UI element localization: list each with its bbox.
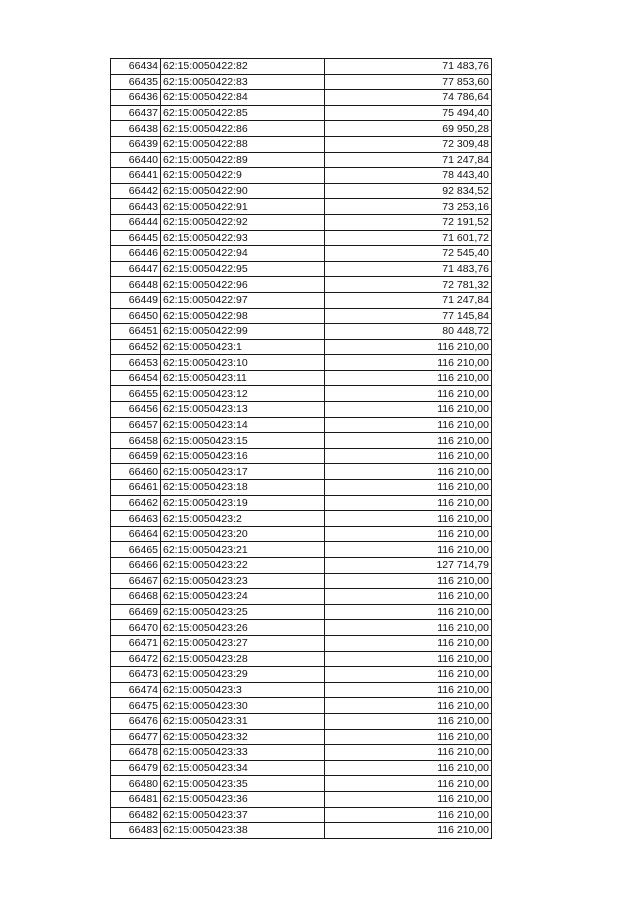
row-number-cell: 66444 bbox=[111, 214, 161, 230]
value-cell: 80 448,72 bbox=[325, 324, 492, 340]
table-row bbox=[111, 183, 492, 199]
table-row bbox=[111, 480, 492, 496]
row-number-cell: 66438 bbox=[111, 121, 161, 137]
row-number-cell: 66462 bbox=[111, 495, 161, 511]
table-row bbox=[111, 152, 492, 168]
value-cell: 78 443,40 bbox=[325, 168, 492, 184]
table-row bbox=[111, 355, 492, 371]
value-cell: 116 210,00 bbox=[325, 635, 492, 651]
cadastral-number-cell: 62:15:0050423:38 bbox=[161, 823, 325, 839]
table-row bbox=[111, 277, 492, 293]
row-number-cell: 66453 bbox=[111, 355, 161, 371]
table-row bbox=[111, 526, 492, 542]
row-number-cell: 66437 bbox=[111, 105, 161, 121]
cadastral-number-cell: 62:15:0050422:88 bbox=[161, 136, 325, 152]
row-number-cell: 66471 bbox=[111, 635, 161, 651]
row-number-cell: 66451 bbox=[111, 324, 161, 340]
value-cell: 127 714,79 bbox=[325, 558, 492, 574]
row-number-cell: 66472 bbox=[111, 651, 161, 667]
row-number-cell: 66464 bbox=[111, 526, 161, 542]
value-cell: 116 210,00 bbox=[325, 807, 492, 823]
table-row bbox=[111, 495, 492, 511]
row-number-cell: 66454 bbox=[111, 370, 161, 386]
table-row bbox=[111, 433, 492, 449]
value-cell: 72 781,32 bbox=[325, 277, 492, 293]
table-row bbox=[111, 776, 492, 792]
cadastral-number-cell: 62:15:0050423:26 bbox=[161, 620, 325, 636]
data-table bbox=[110, 58, 492, 839]
value-cell: 116 210,00 bbox=[325, 713, 492, 729]
value-cell: 72 545,40 bbox=[325, 246, 492, 262]
cadastral-number-cell: 62:15:0050422:85 bbox=[161, 105, 325, 121]
value-cell: 74 786,64 bbox=[325, 90, 492, 106]
value-cell: 116 210,00 bbox=[325, 448, 492, 464]
cadastral-number-cell: 62:15:0050423:2 bbox=[161, 511, 325, 527]
table-row bbox=[111, 417, 492, 433]
row-number-cell: 66478 bbox=[111, 745, 161, 761]
cadastral-number-cell: 62:15:0050422:90 bbox=[161, 183, 325, 199]
table-row bbox=[111, 402, 492, 418]
cadastral-number-cell: 62:15:0050423:34 bbox=[161, 760, 325, 776]
cadastral-number-cell: 62:15:0050423:15 bbox=[161, 433, 325, 449]
row-number-cell: 66466 bbox=[111, 558, 161, 574]
table-row bbox=[111, 230, 492, 246]
table-row bbox=[111, 682, 492, 698]
cadastral-number-cell: 62:15:0050422:97 bbox=[161, 292, 325, 308]
value-cell: 116 210,00 bbox=[325, 729, 492, 745]
value-cell: 116 210,00 bbox=[325, 745, 492, 761]
value-cell: 72 191,52 bbox=[325, 214, 492, 230]
cadastral-number-cell: 62:15:0050423:23 bbox=[161, 573, 325, 589]
row-number-cell: 66441 bbox=[111, 168, 161, 184]
row-number-cell: 66468 bbox=[111, 589, 161, 605]
cadastral-number-cell: 62:15:0050422:94 bbox=[161, 246, 325, 262]
row-number-cell: 66442 bbox=[111, 183, 161, 199]
table-row bbox=[111, 651, 492, 667]
cadastral-number-cell: 62:15:0050422:89 bbox=[161, 152, 325, 168]
table-row bbox=[111, 635, 492, 651]
row-number-cell: 66450 bbox=[111, 308, 161, 324]
cadastral-number-cell: 62:15:0050423:33 bbox=[161, 745, 325, 761]
table-row bbox=[111, 542, 492, 558]
cadastral-number-cell: 62:15:0050422:86 bbox=[161, 121, 325, 137]
row-number-cell: 66443 bbox=[111, 199, 161, 215]
row-number-cell: 66467 bbox=[111, 573, 161, 589]
cadastral-number-cell: 62:15:0050423:32 bbox=[161, 729, 325, 745]
value-cell: 116 210,00 bbox=[325, 604, 492, 620]
row-number-cell: 66483 bbox=[111, 823, 161, 839]
row-number-cell: 66440 bbox=[111, 152, 161, 168]
cadastral-number-cell: 62:15:0050423:20 bbox=[161, 526, 325, 542]
row-number-cell: 66446 bbox=[111, 246, 161, 262]
value-cell: 116 210,00 bbox=[325, 464, 492, 480]
value-cell: 73 253,16 bbox=[325, 199, 492, 215]
row-number-cell: 66457 bbox=[111, 417, 161, 433]
value-cell: 71 601,72 bbox=[325, 230, 492, 246]
table-row bbox=[111, 121, 492, 137]
cadastral-number-cell: 62:15:0050422:93 bbox=[161, 230, 325, 246]
row-number-cell: 66439 bbox=[111, 136, 161, 152]
row-number-cell: 66479 bbox=[111, 760, 161, 776]
value-cell: 72 309,48 bbox=[325, 136, 492, 152]
cadastral-number-cell: 62:15:0050422:91 bbox=[161, 199, 325, 215]
value-cell: 116 210,00 bbox=[325, 511, 492, 527]
value-cell: 69 950,28 bbox=[325, 121, 492, 137]
value-cell: 116 210,00 bbox=[325, 698, 492, 714]
table-row bbox=[111, 511, 492, 527]
cadastral-number-cell: 62:15:0050423:25 bbox=[161, 604, 325, 620]
row-number-cell: 66461 bbox=[111, 480, 161, 496]
value-cell: 116 210,00 bbox=[325, 526, 492, 542]
table-row bbox=[111, 308, 492, 324]
value-cell: 116 210,00 bbox=[325, 776, 492, 792]
row-number-cell: 66449 bbox=[111, 292, 161, 308]
table-row bbox=[111, 589, 492, 605]
table-row bbox=[111, 214, 492, 230]
cadastral-number-cell: 62:15:0050423:28 bbox=[161, 651, 325, 667]
value-cell: 116 210,00 bbox=[325, 791, 492, 807]
row-number-cell: 66459 bbox=[111, 448, 161, 464]
row-number-cell: 66460 bbox=[111, 464, 161, 480]
cadastral-number-cell: 62:15:0050423:35 bbox=[161, 776, 325, 792]
table-row bbox=[111, 246, 492, 262]
table-row bbox=[111, 105, 492, 121]
cadastral-number-cell: 62:15:0050422:9 bbox=[161, 168, 325, 184]
row-number-cell: 66458 bbox=[111, 433, 161, 449]
cadastral-number-cell: 62:15:0050423:11 bbox=[161, 370, 325, 386]
value-cell: 116 210,00 bbox=[325, 620, 492, 636]
value-cell: 116 210,00 bbox=[325, 589, 492, 605]
row-number-cell: 66473 bbox=[111, 667, 161, 683]
cadastral-number-cell: 62:15:0050423:13 bbox=[161, 402, 325, 418]
row-number-cell: 66481 bbox=[111, 791, 161, 807]
table-row bbox=[111, 807, 492, 823]
row-number-cell: 66463 bbox=[111, 511, 161, 527]
table-row bbox=[111, 729, 492, 745]
row-number-cell: 66456 bbox=[111, 402, 161, 418]
value-cell: 116 210,00 bbox=[325, 386, 492, 402]
value-cell: 116 210,00 bbox=[325, 651, 492, 667]
row-number-cell: 66474 bbox=[111, 682, 161, 698]
table-row bbox=[111, 370, 492, 386]
table-row bbox=[111, 90, 492, 106]
value-cell: 116 210,00 bbox=[325, 667, 492, 683]
table-row bbox=[111, 760, 492, 776]
row-number-cell: 66434 bbox=[111, 59, 161, 75]
value-cell: 116 210,00 bbox=[325, 370, 492, 386]
cadastral-number-cell: 62:15:0050423:27 bbox=[161, 635, 325, 651]
row-number-cell: 66470 bbox=[111, 620, 161, 636]
cadastral-number-cell: 62:15:0050422:84 bbox=[161, 90, 325, 106]
value-cell: 71 247,84 bbox=[325, 292, 492, 308]
table-row bbox=[111, 199, 492, 215]
table-row bbox=[111, 136, 492, 152]
cadastral-number-cell: 62:15:0050422:83 bbox=[161, 74, 325, 90]
table-row bbox=[111, 339, 492, 355]
value-cell: 116 210,00 bbox=[325, 433, 492, 449]
cadastral-number-cell: 62:15:0050423:19 bbox=[161, 495, 325, 511]
table-row bbox=[111, 386, 492, 402]
row-number-cell: 66436 bbox=[111, 90, 161, 106]
cadastral-number-cell: 62:15:0050423:29 bbox=[161, 667, 325, 683]
table-row bbox=[111, 573, 492, 589]
table-row bbox=[111, 620, 492, 636]
cadastral-number-cell: 62:15:0050423:10 bbox=[161, 355, 325, 371]
value-cell: 71 483,76 bbox=[325, 59, 492, 75]
row-number-cell: 66455 bbox=[111, 386, 161, 402]
row-number-cell: 66475 bbox=[111, 698, 161, 714]
row-number-cell: 66480 bbox=[111, 776, 161, 792]
cadastral-number-cell: 62:15:0050423:1 bbox=[161, 339, 325, 355]
value-cell: 75 494,40 bbox=[325, 105, 492, 121]
cadastral-number-cell: 62:15:0050423:21 bbox=[161, 542, 325, 558]
cadastral-number-cell: 62:15:0050423:37 bbox=[161, 807, 325, 823]
cadastral-number-cell: 62:15:0050422:92 bbox=[161, 214, 325, 230]
cadastral-number-cell: 62:15:0050422:82 bbox=[161, 59, 325, 75]
value-cell: 77 853,60 bbox=[325, 74, 492, 90]
row-number-cell: 66435 bbox=[111, 74, 161, 90]
value-cell: 116 210,00 bbox=[325, 760, 492, 776]
table-row bbox=[111, 74, 492, 90]
cadastral-number-cell: 62:15:0050423:17 bbox=[161, 464, 325, 480]
cadastral-number-cell: 62:15:0050423:12 bbox=[161, 386, 325, 402]
value-cell: 116 210,00 bbox=[325, 402, 492, 418]
value-cell: 71 247,84 bbox=[325, 152, 492, 168]
value-cell: 116 210,00 bbox=[325, 682, 492, 698]
table-row bbox=[111, 168, 492, 184]
table-row bbox=[111, 745, 492, 761]
cadastral-number-cell: 62:15:0050423:36 bbox=[161, 791, 325, 807]
row-number-cell: 66482 bbox=[111, 807, 161, 823]
value-cell: 116 210,00 bbox=[325, 573, 492, 589]
table-row bbox=[111, 324, 492, 340]
value-cell: 71 483,76 bbox=[325, 261, 492, 277]
value-cell: 77 145,84 bbox=[325, 308, 492, 324]
row-number-cell: 66476 bbox=[111, 713, 161, 729]
value-cell: 92 834,52 bbox=[325, 183, 492, 199]
table-row bbox=[111, 823, 492, 839]
table-row bbox=[111, 713, 492, 729]
row-number-cell: 66469 bbox=[111, 604, 161, 620]
cadastral-number-cell: 62:15:0050423:31 bbox=[161, 713, 325, 729]
table-body bbox=[111, 59, 492, 839]
cadastral-number-cell: 62:15:0050423:14 bbox=[161, 417, 325, 433]
table-row bbox=[111, 292, 492, 308]
table-row bbox=[111, 791, 492, 807]
row-number-cell: 66452 bbox=[111, 339, 161, 355]
cadastral-number-cell: 62:15:0050422:95 bbox=[161, 261, 325, 277]
row-number-cell: 66465 bbox=[111, 542, 161, 558]
value-cell: 116 210,00 bbox=[325, 823, 492, 839]
cadastral-number-cell: 62:15:0050423:22 bbox=[161, 558, 325, 574]
cadastral-number-cell: 62:15:0050423:18 bbox=[161, 480, 325, 496]
cadastral-number-cell: 62:15:0050423:16 bbox=[161, 448, 325, 464]
cadastral-number-cell: 62:15:0050422:98 bbox=[161, 308, 325, 324]
table-row bbox=[111, 59, 492, 75]
table-row bbox=[111, 667, 492, 683]
value-cell: 116 210,00 bbox=[325, 417, 492, 433]
row-number-cell: 66445 bbox=[111, 230, 161, 246]
cadastral-number-cell: 62:15:0050423:24 bbox=[161, 589, 325, 605]
cadastral-number-cell: 62:15:0050422:96 bbox=[161, 277, 325, 293]
value-cell: 116 210,00 bbox=[325, 495, 492, 511]
table-row bbox=[111, 558, 492, 574]
table-row bbox=[111, 604, 492, 620]
value-cell: 116 210,00 bbox=[325, 542, 492, 558]
table-row bbox=[111, 448, 492, 464]
row-number-cell: 66477 bbox=[111, 729, 161, 745]
row-number-cell: 66448 bbox=[111, 277, 161, 293]
table-row bbox=[111, 261, 492, 277]
table-row bbox=[111, 698, 492, 714]
table-row bbox=[111, 464, 492, 480]
row-number-cell: 66447 bbox=[111, 261, 161, 277]
value-cell: 116 210,00 bbox=[325, 355, 492, 371]
cadastral-number-cell: 62:15:0050423:3 bbox=[161, 682, 325, 698]
value-cell: 116 210,00 bbox=[325, 480, 492, 496]
cadastral-number-cell: 62:15:0050423:30 bbox=[161, 698, 325, 714]
data-sheet bbox=[110, 58, 491, 839]
value-cell: 116 210,00 bbox=[325, 339, 492, 355]
cadastral-number-cell: 62:15:0050422:99 bbox=[161, 324, 325, 340]
